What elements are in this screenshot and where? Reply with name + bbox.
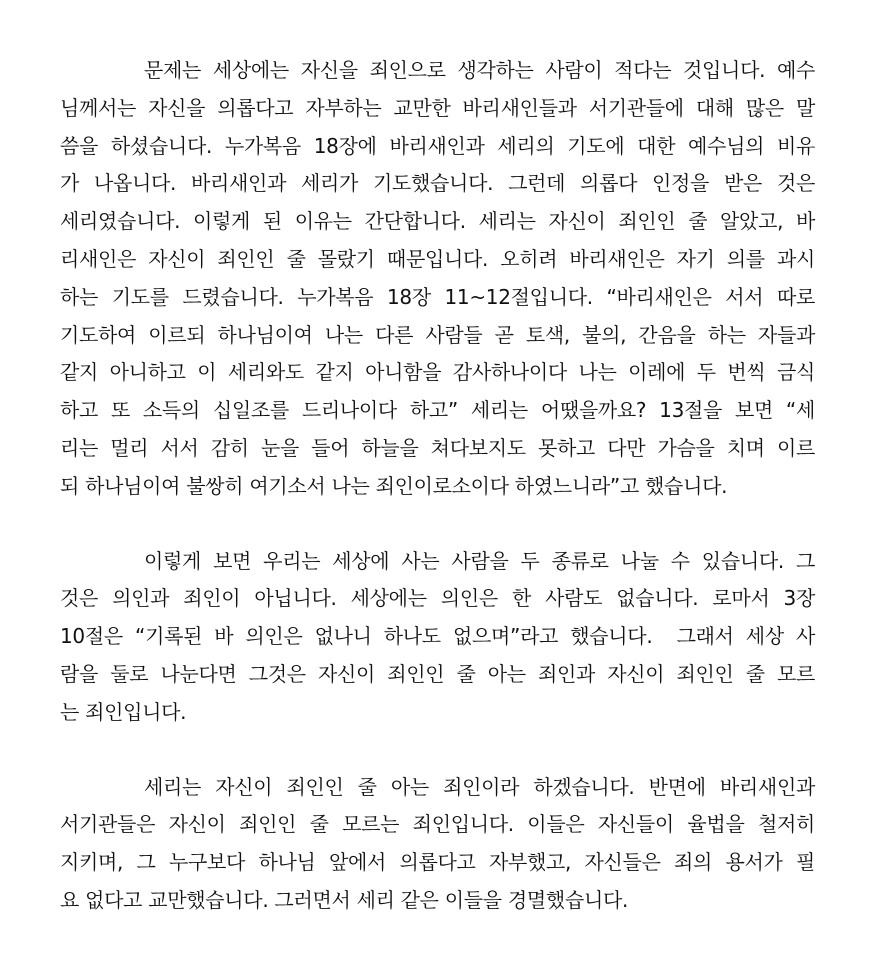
text-line: 같지 아니하고 이 세리와도 같지 아니함을 감사하나이다 나는 이레에 두 번씩 금식	[60, 360, 815, 385]
text-line: 람을 둘로 나눈다면 그것은 자신이 죄인인 줄 아는 죄인과 자신이 죄인인 줄 모르	[60, 661, 815, 686]
text-line: 되 하나님이여 불쌍히 여기소서 나는 죄인이로소이다 하였느니라”고 했습니다.	[60, 473, 728, 498]
text-line: 세리였습니다. 이렇게 된 이유는 간단합니다. 세리는 자신이 죄인인 줄 알았고, 바	[60, 209, 815, 234]
text-line: 것은 의인과 죄인이 아닙니다. 세상에는 의인은 한 사람도 없습니다. 로마서 3장	[60, 586, 815, 611]
text-line: 리는 멀리 서서 감히 눈을 들어 하늘을 쳐다보지도 못하고 다만 가슴을 치며 이르	[60, 435, 815, 460]
text-line: 하고 또 소득의 십일조를 드리나이다 하고” 세리는 어땠을까요? 13절을 보면 “세	[60, 398, 815, 423]
text-line: 요 없다고 교만했습니다. 그러면서 세리 같은 이들을 경멸했습니다.	[60, 887, 629, 912]
text-line: 10절은 “기록된 바 의인은 없나니 하나도 없으며”라고 했습니다. 그래서 세상 사	[60, 624, 815, 649]
text-line: 지키며, 그 누구보다 하나님 앞에서 의롭다고 자부했고, 자신들은 죄의 용서가 필	[60, 850, 815, 875]
text-line: 기도하여 이르되 하나님이여 나는 다른 사람들 곧 토색, 불의, 간음을 하는 자들과	[60, 322, 815, 347]
text-line: 하는 기도를 드렸습니다. 누가복음 18장 11~12절입니다. “바리새인은 서서 따로	[60, 284, 815, 309]
text-line: 세리는 자신이 죄인인 줄 아는 죄인이라 하겠습니다. 반면에 바리새인과	[144, 774, 815, 799]
text-line: 문제는 세상에는 자신을 죄인으로 생각하는 사람이 적다는 것입니다. 예수	[144, 58, 815, 82]
text-line: 씀을 하셨습니다. 누가복음 18장에 바리새인과 세리의 기도에 대한 예수님의 비유	[60, 133, 815, 158]
paragraph-2	[60, 543, 815, 732]
text-line: 이렇게 보면 우리는 세상에 사는 사람을 두 종류로 나눌 수 있습니다. 그	[144, 548, 815, 573]
paragraph-3	[60, 769, 815, 920]
text-line: 리새인은 자신이 죄인인 줄 몰랐기 때문입니다. 오히려 바리새인은 자기 의를 과시	[60, 246, 815, 271]
text-line: 서기관들은 자신이 죄인인 줄 모르는 죄인입니다. 이들은 자신들이 율법을 철저히	[60, 812, 815, 837]
text-line: 는 죄인입니다.	[60, 699, 187, 724]
text-line: 님께서는 자신을 의롭다고 자부하는 교만한 바리새인들과 서기관들에 대해 많은 말	[60, 95, 815, 120]
text-line: 가 나옵니다. 바리새인과 세리가 기도했습니다. 그런데 의롭다 인정을 받은 것은	[60, 171, 815, 196]
paragraph-1	[60, 52, 815, 506]
document-page	[60, 52, 815, 957]
